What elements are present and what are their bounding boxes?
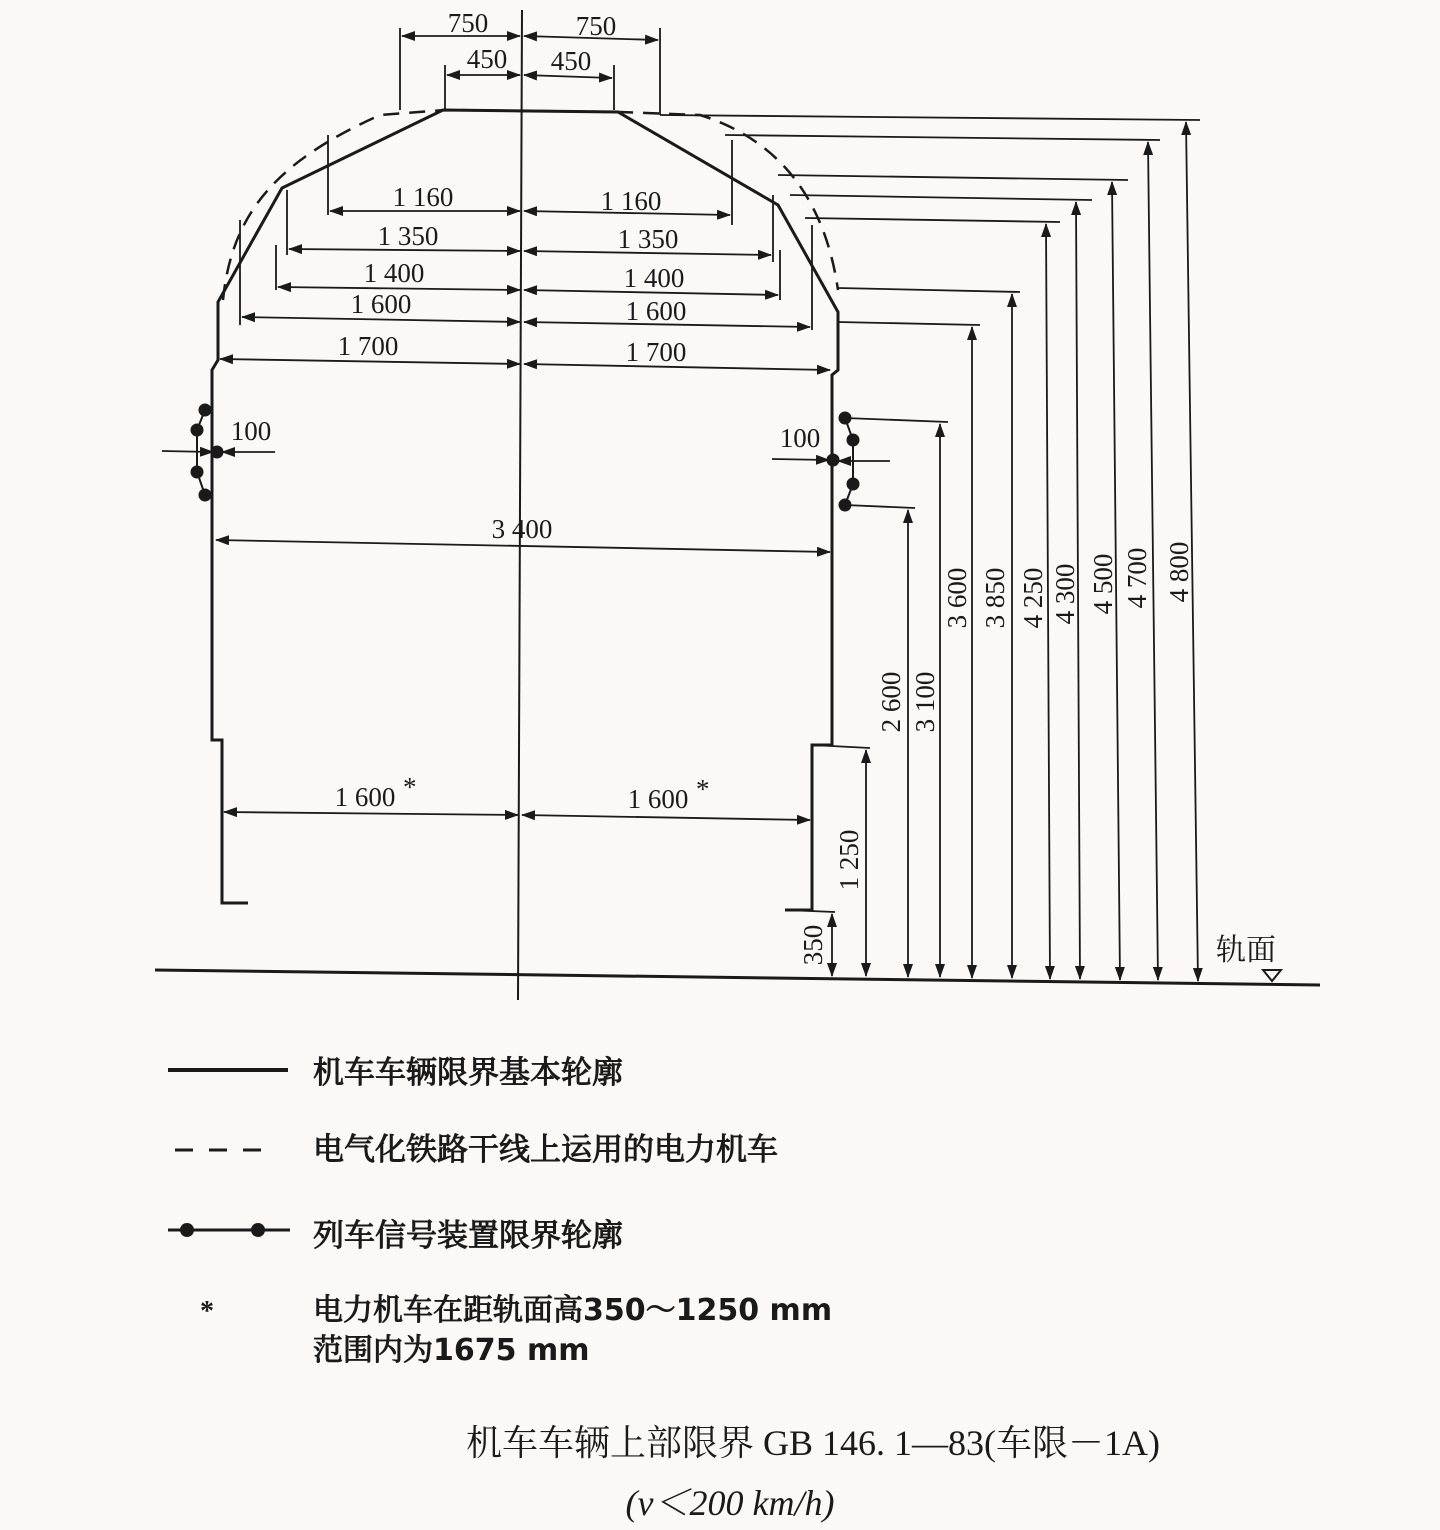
dim-100-right: 100 [779, 423, 821, 453]
caption-title: 机车车辆上部限界 GB 146. 1—83(车限－1A) [466, 1423, 1160, 1463]
dim-1600-left: 1 600 [350, 289, 412, 319]
dim-450-right: 450 [550, 46, 592, 76]
vdim-1250: 1 250 [834, 829, 864, 891]
dim-3400: 3 400 [491, 514, 553, 544]
vdim-4250: 4 250 [1018, 567, 1048, 629]
vdim-3850: 3 850 [980, 567, 1010, 629]
legend-star-text-line2: 范围内为1675 mm [313, 1333, 590, 1368]
vdim-4700: 4 700 [1122, 547, 1152, 609]
dim-1600-right: 1 600 [625, 296, 687, 326]
dim-100-left: 100 [230, 416, 272, 446]
rail-surface-triangle-icon [1263, 970, 1281, 981]
dim-1160-left: 1 160 [392, 182, 454, 212]
vdim-3600: 3 600 [942, 567, 972, 629]
dim-450-left: 450 [466, 44, 508, 74]
dim-1400-left: 1 400 [363, 258, 425, 288]
dim-1700-right: 1 700 [625, 337, 687, 367]
legend-dotted-line-icon [168, 1223, 290, 1237]
vdim-2600: 2 600 [876, 671, 906, 733]
vdim-3100: 3 100 [910, 671, 940, 733]
basic-outline [212, 110, 838, 910]
dim-1160-right: 1 160 [600, 186, 662, 216]
dim-750-left: 750 [447, 8, 489, 38]
star-mark-right: * [696, 774, 710, 804]
caption-speed: (v＜200 km/h) [625, 1483, 835, 1523]
dim-1700-left: 1 700 [337, 331, 399, 361]
star-mark-left: * [403, 772, 417, 802]
dim-750-right: 750 [575, 11, 617, 41]
dim-1600-star-right: 1 600 [627, 784, 689, 814]
extension-lines [240, 28, 812, 330]
legend-dashed-text: 电气化铁路干线上运用的电力机车 [313, 1132, 778, 1168]
rail-line [155, 970, 1320, 985]
legend-star-text-line1: 电力机车在距轨面高350～1250 mm [313, 1293, 833, 1328]
center-line [518, 10, 522, 1000]
legend-solid-text: 机车车辆限界基本轮廓 [313, 1055, 623, 1091]
dim-1600-star-left: 1 600 [334, 782, 396, 812]
legend-dotted-text: 列车信号装置限界轮廓 [313, 1218, 623, 1254]
vdim-4800: 4 800 [1164, 541, 1194, 603]
dim-1350-left: 1 350 [377, 221, 439, 251]
dim-1400-right: 1 400 [623, 263, 685, 293]
legend-star-symbol: * [200, 1296, 214, 1327]
dim-1350-right: 1 350 [617, 224, 679, 254]
vdim-4500: 4 500 [1088, 553, 1118, 615]
electric-outline [223, 110, 838, 300]
rail-surface-label: 轨面 [1216, 933, 1276, 968]
vdim-4300: 4 300 [1050, 563, 1080, 625]
vdim-350: 350 [798, 924, 828, 966]
